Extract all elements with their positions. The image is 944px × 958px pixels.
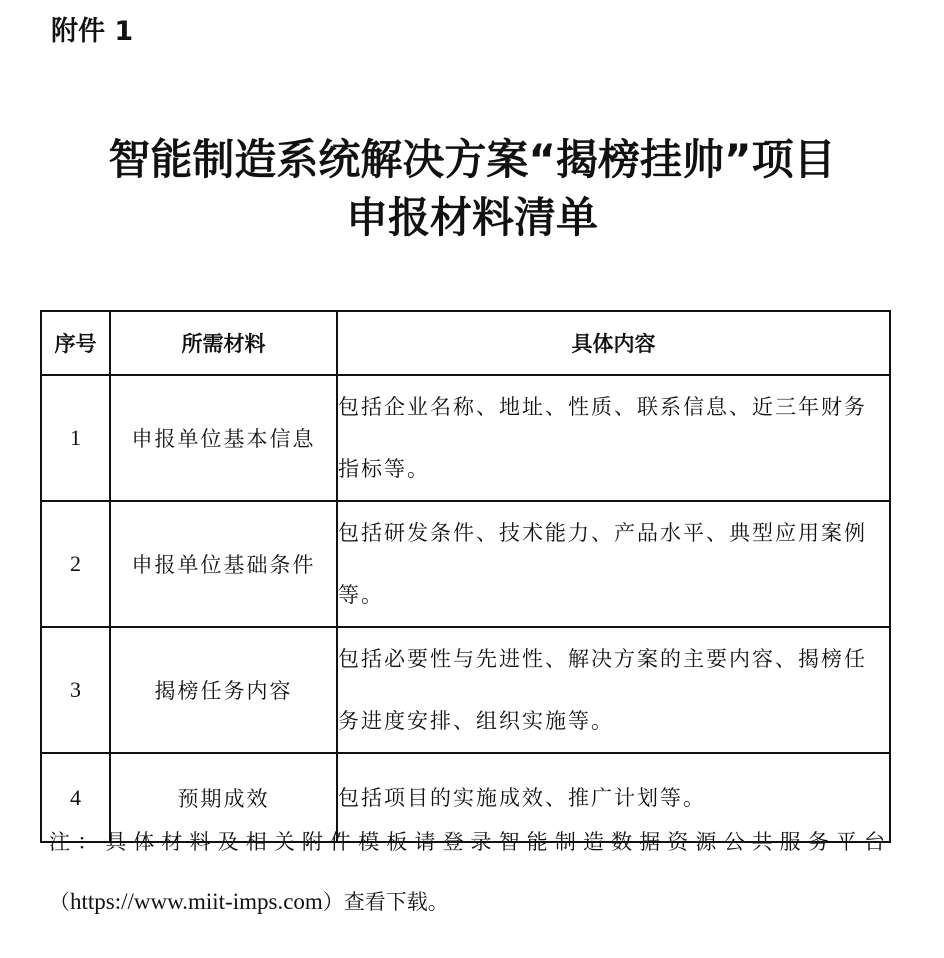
note-paren-open: （ <box>49 890 70 914</box>
column-header-material: 所需材料 <box>110 311 337 375</box>
note-tail: 查看下载。 <box>343 890 449 914</box>
platform-url: https://www.miit-imps.com <box>70 889 323 914</box>
row-material: 申报单位基础条件 <box>110 501 337 627</box>
row-content: 包括企业名称、地址、性质、联系信息、近三年财务指标等。 <box>337 375 890 501</box>
row-material: 揭榜任务内容 <box>110 627 337 753</box>
column-header-content: 具体内容 <box>337 311 890 375</box>
row-number: 4 <box>41 753 110 842</box>
row-material: 申报单位基本信息 <box>110 375 337 501</box>
note-text: 注：具体材料及相关附件模板请登录智能制造数据资源公共服务平台 <box>49 830 885 854</box>
row-material: 预期成效 <box>110 753 337 842</box>
table-row <box>41 501 890 627</box>
document-title-line-1: 智能制造系统解决方案“揭榜挂帅”项目 <box>108 135 836 184</box>
row-number: 2 <box>41 501 110 627</box>
table-row <box>41 375 890 501</box>
attachment-label: 附件 1 <box>51 16 134 47</box>
materials-table <box>40 310 891 843</box>
row-content: 包括研发条件、技术能力、产品水平、典型应用案例等。 <box>337 501 890 627</box>
note-continuation <box>49 886 885 916</box>
row-content: 包括项目的实施成效、推广计划等。 <box>337 753 890 842</box>
row-number: 1 <box>41 375 110 501</box>
row-number: 3 <box>41 627 110 753</box>
table-header-row <box>41 311 890 375</box>
row-content: 包括必要性与先进性、解决方案的主要内容、揭榜任务进度安排、组织实施等。 <box>337 627 890 753</box>
note-paren-close: ） <box>322 890 344 914</box>
column-header-number: 序号 <box>41 311 110 375</box>
table-row <box>41 627 890 753</box>
document-title-line-2: 申报材料清单 <box>345 193 598 242</box>
